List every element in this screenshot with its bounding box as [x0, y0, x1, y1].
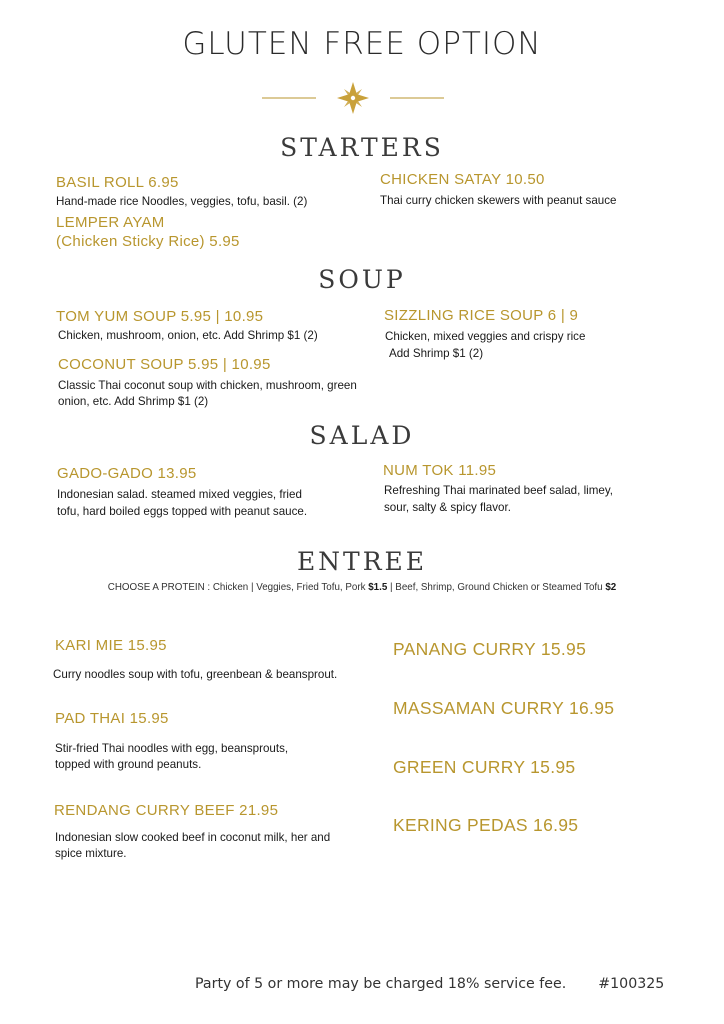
section-soup: SOUP [318, 265, 406, 294]
item-lemper-ayam: LEMPER AYAM [56, 214, 165, 231]
item-rendang: RENDANG CURRY BEEF 21.95 [54, 802, 279, 819]
item-tom-yum: TOM YUM SOUP 5.95 | 10.95 [56, 308, 264, 325]
item-sizzling-rice: SIZZLING RICE SOUP 6 | 9 [384, 307, 579, 324]
protein-price-1: $1.5 [368, 582, 388, 593]
diamond-ornament-icon [262, 80, 444, 116]
desc-rendang-1: Indonesian slow cooked beef in coconut milk, her and [55, 831, 331, 844]
section-salad: SALAD [309, 421, 415, 450]
menu-code: #100325 [598, 976, 665, 992]
desc-coconut-soup-1: Classic Thai coconut soup with chicken, mushroom, green [58, 379, 357, 392]
item-kari-mie: KARI MIE 15.95 [55, 637, 167, 654]
protein-price-2: $2 [605, 582, 617, 593]
item-kering-pedas: KERING PEDAS 16.95 [393, 815, 579, 835]
item-panang-curry: PANANG CURRY 15.95 [393, 639, 587, 659]
item-lemper-ayam-sub: (Chicken Sticky Rice) 5.95 [56, 233, 240, 250]
item-green-curry: GREEN CURRY 15.95 [393, 757, 576, 777]
desc-num-tok-1: Refreshing Thai marinated beef salad, limey, [384, 484, 613, 497]
desc-gado-gado-2: tofu, hard boiled eggs topped with peanut sauce. [57, 505, 308, 518]
item-chicken-satay: CHICKEN SATAY 10.50 [380, 171, 545, 188]
desc-sizzling-rice-1: Chicken, mixed veggies and crispy rice [385, 330, 586, 343]
item-massaman-curry: MASSAMAN CURRY 16.95 [393, 698, 615, 718]
protein-label: CHOOSE A PROTEIN : Chicken | Veggies, Fried Tofu, Pork [107, 582, 369, 593]
section-entree: ENTREE [296, 547, 428, 576]
desc-rendang-2: spice mixture. [55, 847, 127, 860]
desc-tom-yum: Chicken, mushroom, onion, etc. Add Shrimp $1 (2) [58, 329, 318, 342]
desc-num-tok-2: sour, salty & spicy flavor. [384, 501, 511, 514]
item-coconut-soup: COCONUT SOUP 5.95 | 10.95 [58, 356, 271, 373]
page-title: GLUTEN FREE OPTION [182, 26, 542, 62]
protein-options [0, 582, 724, 593]
item-basil-roll: BASIL ROLL 6.95 [56, 174, 179, 191]
item-pad-thai: PAD THAI 15.95 [55, 710, 169, 727]
footer [195, 976, 664, 992]
footer-note: Party of 5 or more may be charged 18% service fee. [195, 976, 567, 992]
desc-pad-thai-2: topped with ground peanuts. [55, 758, 202, 771]
desc-chicken-satay: Thai curry chicken skewers with peanut sauce [380, 194, 617, 207]
desc-basil-roll: Hand-made rice Noodles, veggies, tofu, basil. (2) [56, 195, 308, 208]
desc-sizzling-rice-2: Add Shrimp $1 (2) [389, 347, 484, 360]
desc-coconut-soup-2: onion, etc. Add Shrimp $1 (2) [58, 395, 209, 408]
desc-gado-gado-1: Indonesian salad. steamed mixed veggies, fried [57, 488, 302, 501]
protein-middle: | Beef, Shrimp, Ground Chicken or Steamed Tofu [387, 582, 606, 593]
section-starters: STARTERS [280, 133, 444, 162]
item-num-tok: NUM TOK 11.95 [383, 462, 497, 479]
desc-pad-thai-1: Stir-fried Thai noodles with egg, beansprouts, [55, 742, 289, 755]
desc-kari-mie: Curry noodles soup with tofu, greenbean & beansprout. [53, 668, 338, 681]
item-gado-gado: GADO-GADO 13.95 [57, 465, 197, 482]
